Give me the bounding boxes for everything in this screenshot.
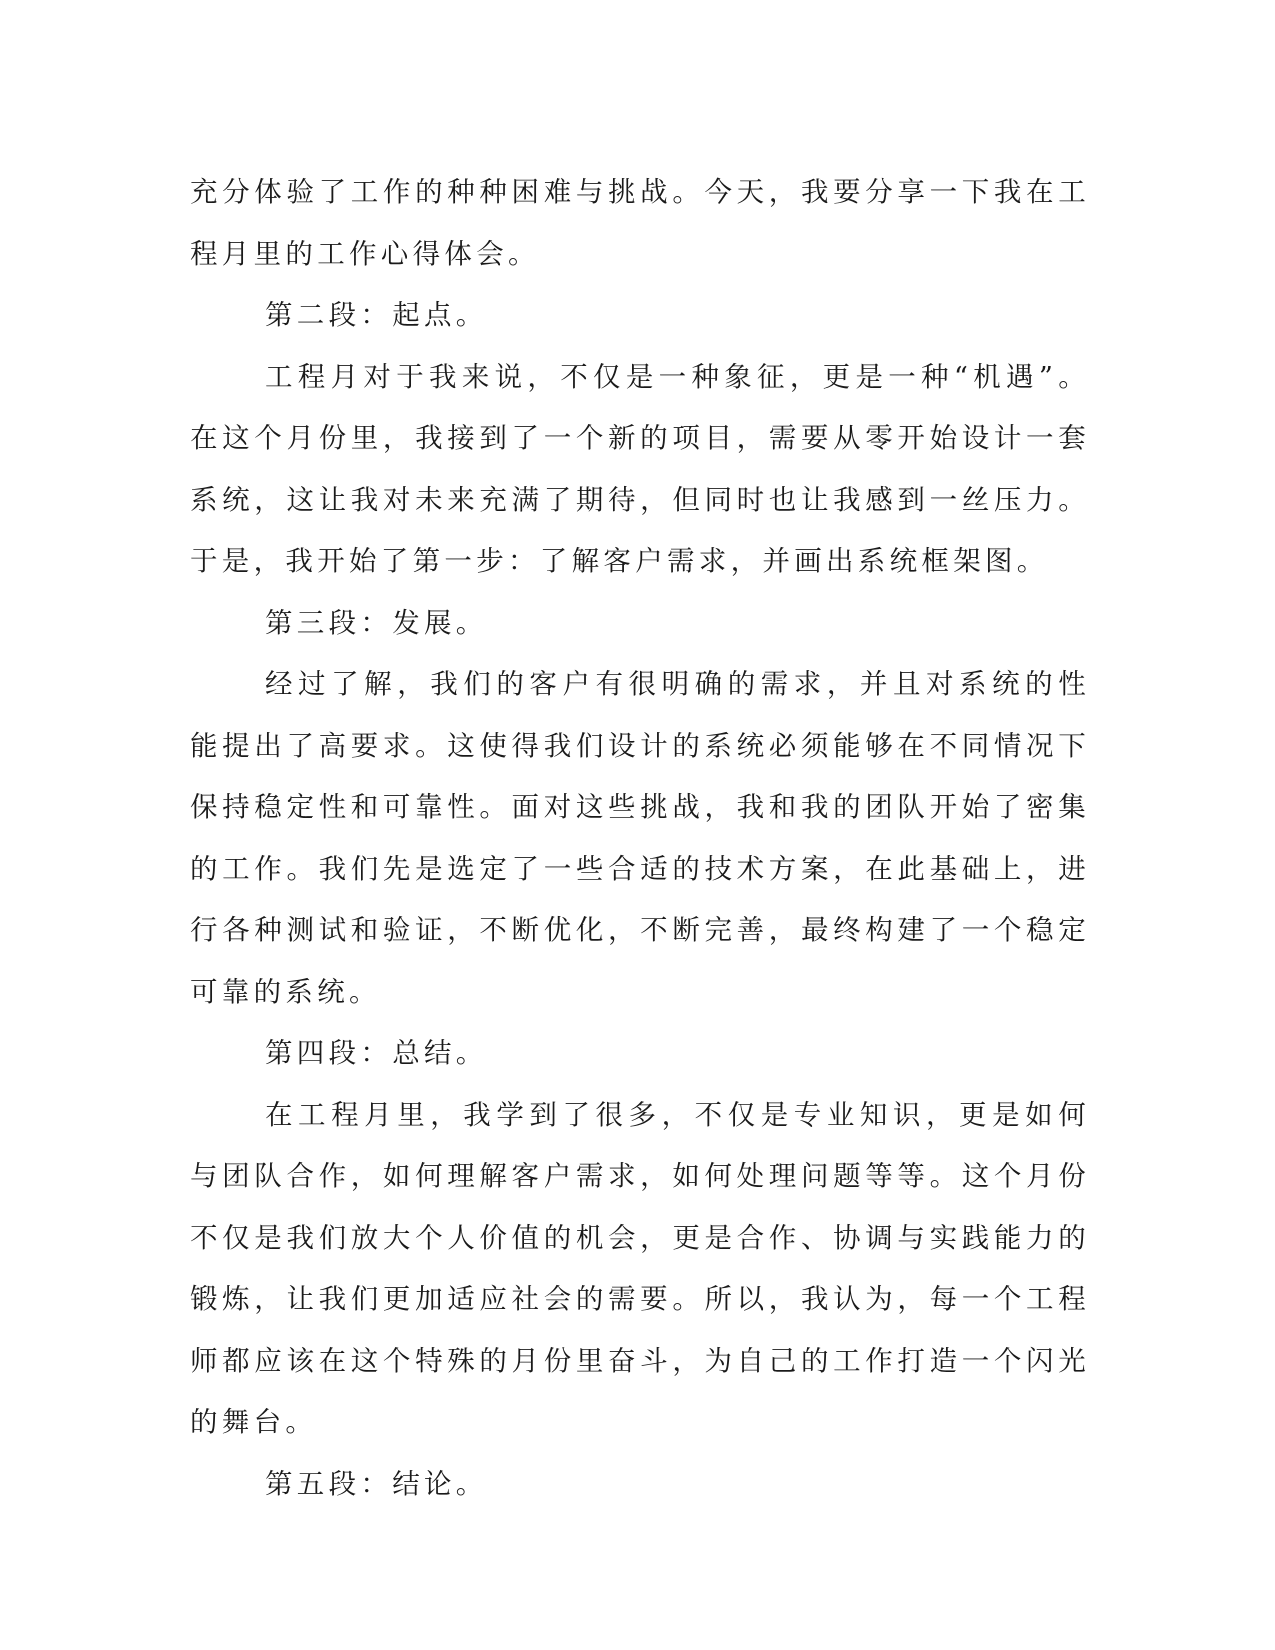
- paragraph-section-4: 在工程月里，我学到了很多，不仅是专业知识，更是如何与团队合作，如何理解客户需求，如何处理问题等等。这个月份不仅是我们放大个人价值的机会，更是合作、协调与实践能力的锻炼，让我们更加适应社会的需要。所以，我认为，每一个工程师都应该在这个特殊的月份里奋斗，为自己的工作打造一个闪光的舞台。: [190, 1098, 1090, 1438]
- paragraph-section-3: 经过了解，我们的客户有很明确的需求，并且对系统的性能提出了高要求。这使得我们设计的系统必须能够在不同情况下保持稳定性和可靠性。面对这些挑战，我和我的团队开始了密集的工作。我们先是选定了一些合适的技术方案，在此基础上，进行各种测试和验证，不断优化，不断完善，最终构建了一个稳定可靠的系统。: [190, 668, 1090, 1008]
- paragraph-intro: 充分体验了工作的种种困难与挑战。今天，我要分享一下我在工程月里的工作心得体会。: [190, 176, 1090, 270]
- document-body: [190, 162, 1090, 1515]
- section-heading-4: 第四段：总结。: [265, 1037, 488, 1069]
- section-heading-5: 第五段：结论。: [265, 1467, 488, 1500]
- section-heading-3: 第三段：发展。: [265, 606, 488, 639]
- section-heading-2: 第二段：起点。: [265, 299, 488, 331]
- paragraph-section-2: 工程月对于我来说，不仅是一种象征，更是一种“机遇”。在这个月份里，我接到了一个新的项目，需要从零开始设计一套系统，这让我对未来充满了期待，但同时也让我感到一丝压力。于是，我开始了第一步：了解客户需求，并画出系统框架图。: [190, 360, 1090, 577]
